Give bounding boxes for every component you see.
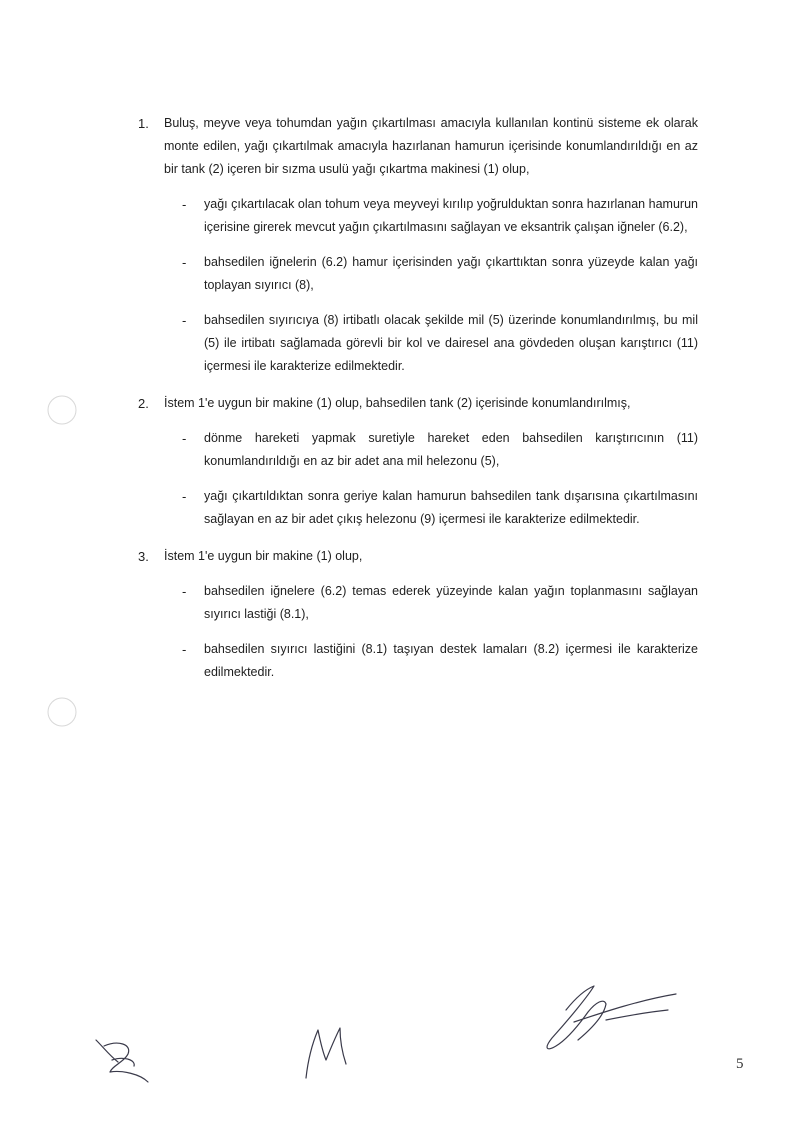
page-number: 5 xyxy=(736,1056,744,1072)
dash-bullet: - xyxy=(182,584,187,599)
claim-item-text: bahsedilen sıyırıcı lastiğini (8.1) taşıyan destek lamaları (8.2) içermesi ile karakterize edilmektedir. xyxy=(204,642,698,679)
dash-bullet: - xyxy=(182,642,187,657)
initial-signature-left xyxy=(96,1040,148,1082)
dash-bullet: - xyxy=(182,255,187,270)
claim-item-text: bahsedilen iğnelerin (6.2) hamur içerisinden yağı çıkarttıktan sonra yüzeyde kalan yağı toplayan sıyırıcı (8), xyxy=(204,255,698,292)
claim-item-text: yağı çıkartılacak olan tohum veya meyveyi kırılıp yoğrulduktan sonra hazırlanan hamurun içerisine girerek mevcut yağın çıkartılmasını sağlayan ve eksantrik çalışan iğneler (6.2), xyxy=(204,197,698,234)
claim-intro-text: İstem 1'e uygun bir makine (1) olup, bahsedilen tank (2) içerisinde konumlandırılmış, xyxy=(164,396,631,410)
dash-bullet: - xyxy=(182,313,187,328)
claim-item-text: bahsedilen iğnelere (6.2) temas ederek yüzeyinde kalan yağın toplanmasını sağlayan sıyırıcı lastiği (8.1), xyxy=(204,584,698,621)
claim-intro-text: Buluş, meyve veya tohumdan yağın çıkartılması amacıyla kullanılan kontinü sisteme ek olarak monte edilen, yağı çıkartılmak amacıyla hazırlanan hamurun içerisinde konumlandırıldığı en az bir tank (2) içeren bir sızma usulü yağı çıkartma makinesi (1) olup, xyxy=(164,116,698,176)
claim-item-text: dönme hareketi yapmak suretiyle hareket eden bahsedilen karıştırıcının (11) konumlandırıldığı en az bir adet ana mil helezonu (5), xyxy=(204,431,698,468)
claim-number: 2. xyxy=(138,396,149,411)
claim-item-text: bahsedilen sıyırıcıya (8) irtibatlı olacak şekilde mil (5) üzerinde konumlandırılmış, bu mil (5) ile irtibatı sağlamada görevli bir kol ve dairesel ana gövdeden oluşan karıştırıcı (11) içermesi ile karakterize edilmektedir. xyxy=(204,313,698,373)
claim-number: 3. xyxy=(138,549,149,564)
dash-bullet: - xyxy=(182,197,187,212)
claim-number: 1. xyxy=(138,116,149,131)
initial-signature-right xyxy=(547,986,676,1049)
dash-bullet: - xyxy=(182,431,187,446)
claim-item-text: yağı çıkartıldıktan sonra geriye kalan hamurun bahsedilen tank dışarısına çıkartılmasını sağlayan en az bir adet çıkış helezonu (9) içermesi ile karakterize edilmektedir. xyxy=(204,489,698,526)
initial-signature-middle xyxy=(306,1028,346,1078)
dash-bullet: - xyxy=(182,489,187,504)
claim-intro-text: İstem 1'e uygun bir makine (1) olup, xyxy=(164,549,363,563)
